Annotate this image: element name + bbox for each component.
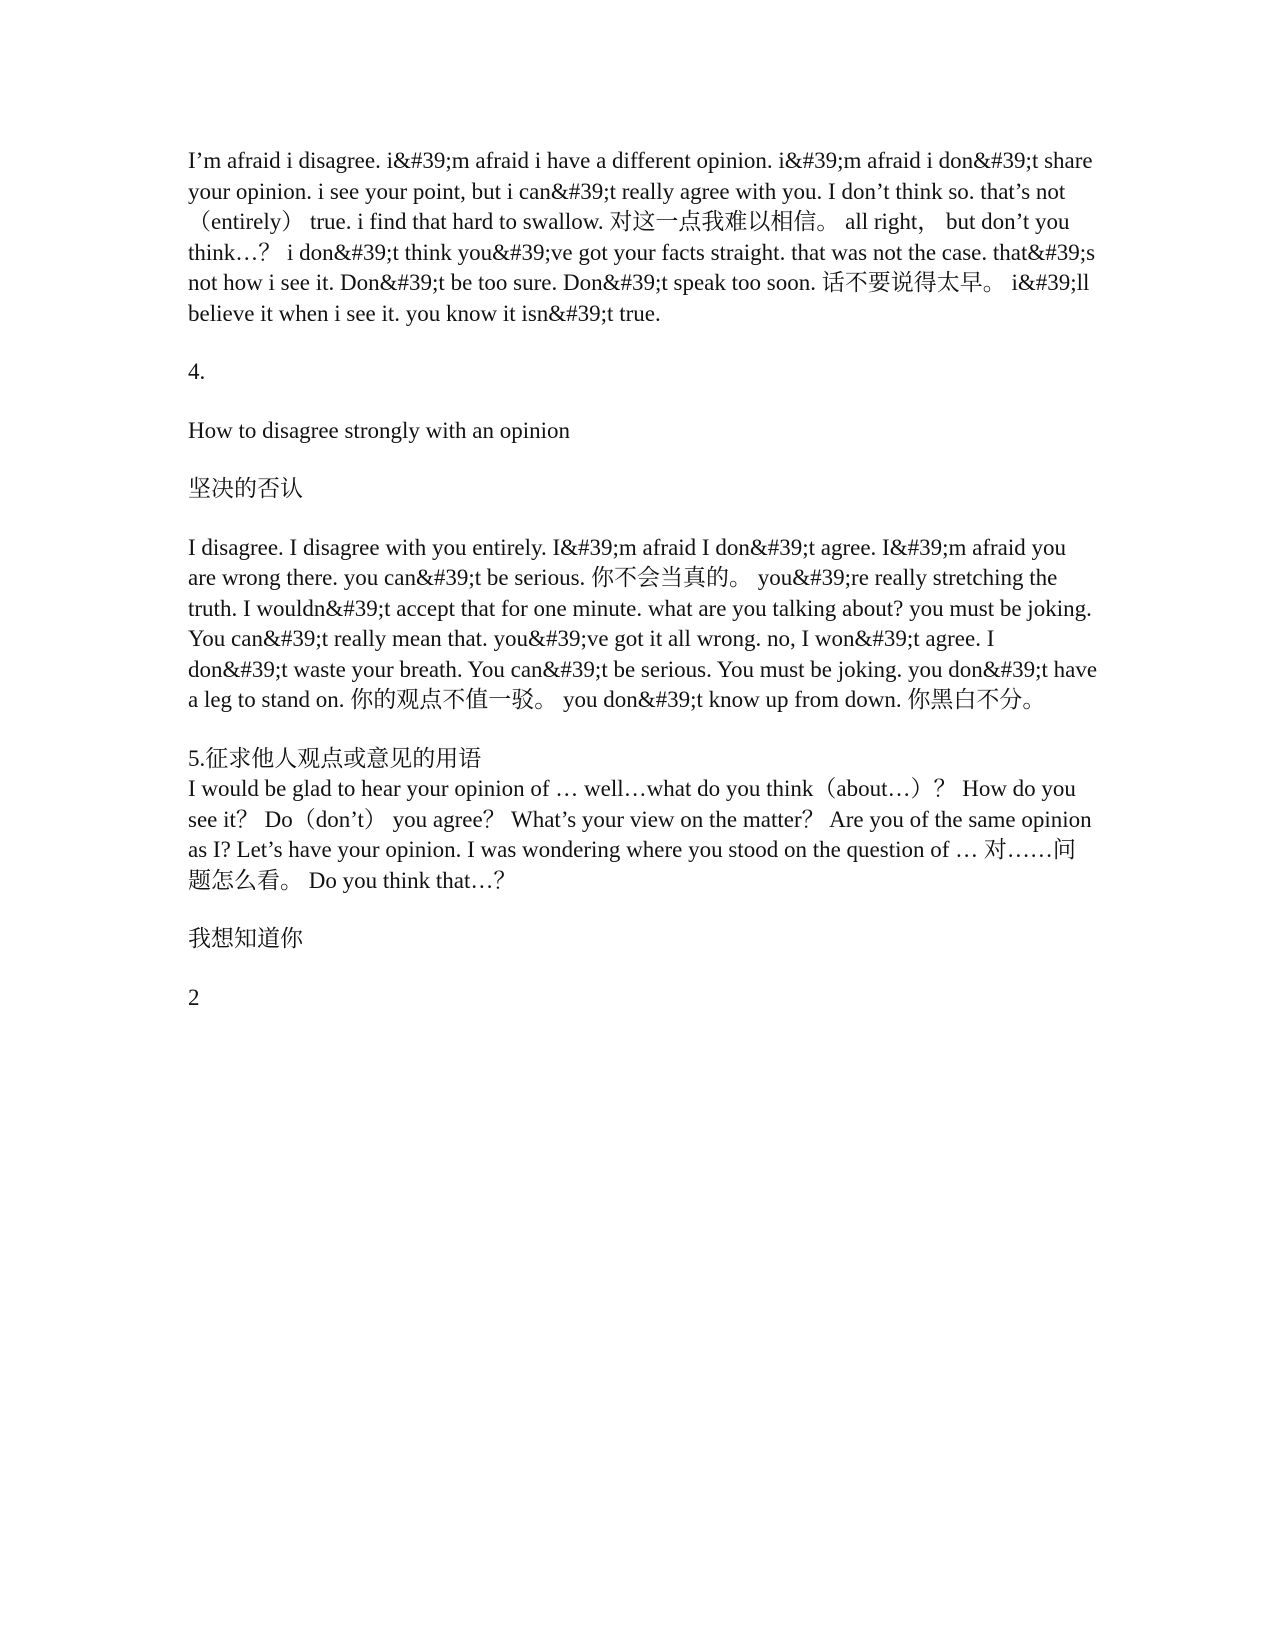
paragraph-ask-opinion: I would be glad to hear your opinion of … well…what do you think（about…）？ How do you see it？ Do（don’t） you agree？ What’s your view on the matter？ Are you of the same opinion as I? Let’s have your opinion. I was wondering where you stood on the question of … 对……问题怎么看。 Do you think that…？	[188, 776, 1092, 893]
document-page	[188, 146, 1098, 1013]
section-4-number: 4.	[188, 359, 206, 384]
section-5-title: 5.征求他人观点或意见的用语	[188, 745, 482, 771]
section-4-title: How to disagree strongly with an opinion	[188, 417, 571, 443]
paragraph-disagree-politely: I’m afraid i disagree. i&#39;m afraid i have a different opinion. i&#39;m afraid i don&#39;t share your opinion. i see your point, but i can&#39;t really agree with you. I don’t think so. that’s not （entirely） true. i find that hard to swallow. 对这一点我难以相信。 all right， but don’t you think…？ i don&#39;t think you&#39;ve got your facts straight. that was not the case. that&#39;s not how i see it. Don&#39;t be too sure. Don&#39;t speak too soon. 话不要说得太早。 i&#39;ll believe it when i see it. you know it isn&#39;t true.	[188, 148, 1096, 326]
text-fragment: 我想知道你	[188, 926, 303, 951]
section-4-subtitle: 坚决的否认	[188, 476, 303, 501]
page-number: 2	[188, 984, 200, 1010]
paragraph-disagree-strongly: I disagree. I disagree with you entirely. I&#39;m afraid I don&#39;t agree. I&#39;m afraid you are wrong there. you can&#39;t be serious. 你不会当真的。 you&#39;re really stretching the truth. I wouldn&#39;t accept that for one minute. what are you talking about? you must be joking. You can&#39;t really mean that. you&#39;ve got it all wrong. no, I won&#39;t agree. I don&#39;t waste your breath. You can&#39;t be serious. You must be joking. you don&#39;t have a leg to stand on. 你的观点不值一驳。 you don&#39;t know up from down. 你黑白不分。	[188, 534, 1098, 712]
